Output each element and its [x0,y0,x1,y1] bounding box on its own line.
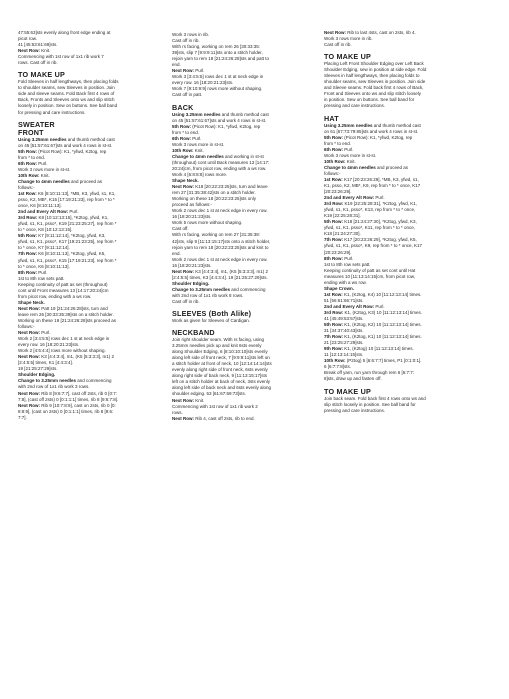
text-line: Cast off in rib. [324,42,352,48]
text-line: Cast off in rib. [172,38,200,44]
text-line: 19 [21:25:27:29]sts. [18,366,58,372]
text-line: [20:23:26:29]. [324,189,352,195]
text-line: Change to 4mm needles and working in st-st [172,153,264,159]
text-line: from * to end. [172,129,200,135]
text-line: slip stitch loosely in position. See ball band for [324,401,416,407]
text-line: 5th Row: K1, (K2tog, K2) 10 [11:12:13:14] times. [324,322,422,328]
column-middle [172,32,320,422]
text-line: (throughout) cont until Back measures 13 [14:17: [172,159,270,165]
text-line: 1st Row: K17 [20:23:26:29], *MB, K3, yfwd, s1, [324,176,419,182]
text-line: Using 3.25mm needles and thumb method cast [18,136,115,142]
text-line: on 45 [51:57:61:67]sts and work 4 rows in st-st. [18,142,113,148]
text-line: Next Row: Patt 19 [21:24:26:28]sts, turn and [18,305,108,311]
text-line: 1st to 8th row sets patt. [18,275,65,281]
sleeves-heading: SLEEVES (Both Alike) [172,309,252,319]
text-line: 2nd and Every Alt Row: Purl. [18,209,79,215]
text-line: 7:7]. [18,414,27,420]
text-line: K1, psso, K2, MB*, K9, rep from * to * once, K17 [324,182,421,188]
text-line: to * once, K7 [9:11:12:14]. [18,245,70,251]
text-line: 5th Row: (Picot Row): K1, *yfwd, K2tog, rep [324,134,413,140]
text-line: Work 2 rows dec 1 st at neck edge in every row. [172,256,268,262]
text-line: with 2nd row of 1x1 rib work 3 rows. [18,384,90,390]
text-line: follows:- [18,324,35,330]
text-line: 51 [56:61:66:71]sts. [324,297,364,303]
text-line: Working on these 19 [21:24:26:28]sts proceed as [18,317,116,323]
text-line: 21 [23:25:27:29]sts. [324,340,364,346]
text-line: Next Row: Rib 9 [10:7:8:9], cast on 2sts, rib 0 [0: [18,402,116,408]
text-line: Next Row: Knit. [172,397,205,403]
text-line: loosely in position. Sew on buttons. See ball band [18,103,118,109]
text-line: in position. Sew on buttons. See ball band for [324,97,415,103]
col1-makeup-text [18,79,166,115]
text-line: yfwd, s1, K1, psso*, K15 [17:19:21:23], rep from * [18,257,117,263]
text-line: left on a stitch holder at back of neck, 3sts evenly [172,379,271,385]
text-line: Work 3 [3:4:5:5] rows dec 1 st at neck edge in [172,74,264,80]
text-line: 16 [18:20:21:23]sts. [172,262,212,268]
text-line: 10th Row: Knit. [18,172,50,178]
text-line: Next Row: Rib 4, cast off 2sts, rib to end. [172,415,255,421]
text-line: a stitch holder at front of neck, 10 [12:14:14:14]sts [172,361,272,367]
text-line: Commencing with 1st row of 1x1 rib work 7 [18,54,104,60]
text-line: 41 [45:53:61:69]sts. [18,42,58,48]
text-line: along left side of back neck and 6sts evenly along [172,385,272,391]
text-line: 31 [34:37:40:43]sts. [324,328,364,334]
text-line: from * to end. [324,140,352,146]
text-line: 16 [18:20:21:23]sts. [172,214,212,220]
text-line: 8th Row: Purl. [18,269,48,275]
text-line: every row. 16 [18:20:21:23]sts. [18,342,80,348]
text-line: from picot row, ending with a ws row. [18,293,92,299]
text-line: Shoulder Edging. [18,372,56,378]
text-line: Change to 4mm needles and proceed as [324,164,409,170]
text-line: 3rd Row: K19 [22:25:28:31], *K2tog, yfwd, K1, [324,201,418,207]
text-line: Change to 3.25mm needles and commencing [172,286,266,292]
text-line: 1st Row: K1, (K2tog, K4) 10 [11:12:13:14] times. [324,291,422,297]
text-line: [2:4:5:5] times, K3 [4:4:3:4]. 19 [21:25:27:29]sts. [172,274,268,280]
text-line: 5th Row: (Picot Row): K1, *yfwd, K2tog, rep [172,123,261,129]
text-line: Shape Neck. [172,178,199,184]
text-line: cont until Front measures 13 [14:17:20:24]cm [18,287,109,293]
text-line: Using 3.25mm needles and thumb method cast [172,111,269,117]
text-line: to shoulder seams, sew Sleeves in position. Join [18,85,115,91]
text-line: Work 3 rows in rib. [172,32,210,37]
text-line: 2nd and Every Alt Row: Purl. [324,303,385,309]
text-line: Work 3 rows more in st-st. [172,141,225,147]
text-line: 6th Row: Purl. [172,135,202,141]
text-line: side and sleeve seams. Fold Back first 4 rows of [18,91,115,97]
text-line: yfwd, s1, K1, psso*, K17 [19:21:23:25], rep from * [18,239,117,245]
text-line: follows:- [324,170,341,176]
text-line: Work 2 [4:5:4:4] rows more without shaping. [18,348,106,354]
text-line: Front and Sleeves onto ws and slip stitch loosely [324,91,422,97]
text-line: end. [172,250,181,256]
text-line: 5th Row: K18 [21:24:27:30], *K2tog, yfwd, K3, [324,219,417,225]
text-line: to * once, K8 [10:12:13:15]. [18,227,73,233]
text-line: Next Row: Purl. [172,68,205,74]
text-line: Shoulder Edging. [172,280,210,286]
text-line: 11 [12:13:14:15]sts. [324,352,364,358]
text-line: Shape Crown. [324,285,355,291]
text-line: Fold Sleeves in half lengthways, then placing folds [18,79,119,85]
text-line: Next Row: Knit. [18,48,51,54]
text-line: pressing and care instructions. [324,103,386,109]
column-right [324,30,476,414]
text-line: 1st to 8th row sets patt. [324,261,371,267]
col1-intro [18,30,166,66]
text-line: Work 3 rows more in st-st. [324,152,377,158]
text-line: [2:4:5:5] times, K1 [4:4:3:4]. [18,360,74,366]
col3-top-text [324,30,476,48]
back-heading: BACK [172,102,194,112]
text-line: Shape Neck. [18,299,45,305]
text-line: 6 [6:7:7:8]sts. [324,364,352,370]
front-heading: FRONT [18,127,44,137]
text-line: proceed as follows:- [172,202,213,208]
text-line: Next Row: Purl. [18,330,51,336]
text-line: once, K6 [8:10:11:13]. [18,203,62,209]
text-line: Work 4 [6:8:8:8] rows more. [172,171,228,177]
text-line: rejoin yarn to rem 19 [21:24:26:28]sts and patt to [172,56,270,62]
col2-top-text [172,32,320,99]
text-line: Work 3 rows more in st-st. [18,166,71,172]
text-line: 6th Row: Purl. [18,160,48,166]
col3-hat-text [324,123,476,383]
text-line: 10th Row: Knit. [324,158,356,164]
sweater-heading: SWEATER [18,119,55,129]
text-line: along Shoulder Edging, 6 [8:10:10:10]sts evenly [172,349,268,355]
text-line: Work as given for Sleeves of Cardigan. [172,318,250,324]
text-line: rows. [172,409,183,415]
text-line: Next Row: Rib to last 4sts, cast on 2sts, rib 4. [324,30,416,35]
text-line: 7th Row: K1, (K2tog, K1) 10 [11:12:13:14] times. [324,334,422,340]
text-line: pressing and care instructions. [324,407,386,413]
text-line: 10th Row: (P2tog) 5 [6:6:7:7] times, P1 [0:1:0:1]. [324,358,422,364]
text-line: Keeping continuity of patt as set (throughout) [18,281,108,287]
text-line: with 2nd row of 1x1 rib work 8 rows. [172,292,244,298]
text-line: to * once, K6 [8:10:11:13]. [18,263,70,269]
col3-makeup-text [324,61,476,109]
text-line: 7:8], (cast off 2sts) 0 [0:1:1:1] times, rib 8 [9:6:7:8]. [18,396,119,402]
text-line: 8:8:9], (cast on 2sts) 0 [0:1:1:1] times, rib 8 [9:6: [18,408,114,414]
text-line: shoulder seams, sew Sleeves in position. Join side [324,79,426,85]
to-make-up-heading-3: TO MAKE UP [324,386,371,396]
text-line: 2nd and Every Alt Row: Purl. [324,195,385,201]
text-line: measures 10 [11:13:14:15]cm, from picot row, [324,273,415,279]
col2-neckband-text [172,337,320,422]
text-line: 3.25mm needles pick up and knit 6sts evenly [172,343,262,349]
text-line: Cast off in patt. [172,92,203,98]
text-line: Work 2 [3:4:5:5] rows dec 1 st at neck edge in [18,336,110,342]
to-make-up-heading-2: TO MAKE UP [324,52,371,62]
column-left [18,30,166,421]
text-line: 7th Row: K6 [8:10:11:13], *K2tog, yfwd, K5, [18,251,106,257]
text-line: Working on these 18 [20:22:23:25]sts only [172,196,256,202]
text-line: 5th Row: (Picot Row): K1, *yfwd, K2tog, rep [18,148,107,154]
text-line: K18 [21:24:27:30]. [324,231,361,237]
text-line: 5th Row: K7 [9:11:12:14], *K2tog, yfwd, K3, [18,233,106,239]
text-line: 39]sts, slip 7 [9:9:9:11]sts onto a stitch holder, [172,50,263,56]
text-line: picot row. [18,36,38,42]
text-line: 42]sts, slip 9 [11:13:15:17]sts onto a stitch holder, [172,238,271,244]
text-line: evenly along right side of front neck, 6sts evenly [172,367,268,373]
neckband-heading: NECKBAND [172,328,215,338]
text-line: from * to end. [18,154,46,160]
text-line: ending with a ws row. [324,279,367,285]
text-line: Next Row: K3 [4:4:3:4], m1, (K5 [5:3:3:3], m1) 2 [172,268,269,274]
text-line: and Sleeve seams. Fold back first 4 rows of Back, [324,85,424,91]
text-line: 47:55:63]sts evenly along front edge ending at [18,30,111,35]
text-line: end. [172,62,181,68]
text-line: Back, Fronts and Sleeves onto ws and slip stitch [18,97,115,103]
text-line: Sleeves in half lengthways, then placing folds to [324,73,420,79]
text-line: 8th Row: Purl. [324,255,354,261]
text-line: Change to 3.25mm needles and commencing [18,378,112,384]
text-line: 3rd Row: K1, (K2tog, K3) 10 [11:12:13:14] times. [324,309,422,315]
text-line: follows:- [18,184,35,190]
text-line: along right side of back neck, 9 [11:13:15:17]sts [172,373,267,379]
text-line: Using 3.25mm needles and thumb method cast [324,122,421,128]
text-line: [20:23:26:29]. [324,249,352,255]
text-line: Work 7 [9:10:9:9] rows more without shaping. [172,86,263,92]
text-line: yfwd, s1, K1, psso*, K13, rep from * to * once, [324,207,416,213]
text-line: 20:24]cm, from picot row, ending with a ws row. [172,165,267,171]
text-line: 1st Row: K6 [8:10:11:13], *MB, K3, yfwd, s1, K1, [18,190,116,196]
text-line: Work 5 rows more without shaping. [172,220,243,226]
text-line: 3rd Row: K8 [10:12:13:15], *K2tog, yfwd, K1, [18,215,109,221]
text-line: Work 3 rows more in rib. [324,36,373,42]
text-line: Join back seam. Fold back first 4 rows onto ws and [324,395,426,401]
text-line: yfwd, s1, K1, psso*, K9, rep from * to * once, K17 [324,243,423,249]
text-line: Next Row: K3 [4:4:3:4], m1, (K5 [5:3:3:3], m1) 2 [18,354,115,360]
text-line: Change to 4mm needles and proceed as [18,178,103,184]
hat-heading: HAT [324,113,339,123]
text-line: rem 27 [31:35:38:42]sts on a stitch holder. [172,190,256,196]
text-line: rejoin yarn to rem 18 [20:22:23:25]sts and knit to [172,244,269,250]
text-line: on 45 [51:57:61:67]sts and work 4 rows in st-st. [172,117,267,123]
text-line: every row. 16 [18:20:21:23]sts. [172,80,234,86]
text-line: Commencing with 1st row of 1x1 rib work 2 [172,403,258,409]
text-line: Break off yarn, run yarn through rem 6 [6:7:7: [324,370,414,376]
text-line: Cast off in rib. [172,298,200,304]
text-line: Join right shoulder seam. With rs facing, using [172,337,265,343]
text-line: shoulder edging. 53 [61:67:69:73]sts. [172,391,247,397]
text-line: Work 2 rows dec 1 st at neck edge in every row. [172,208,268,214]
text-line: leave rem 26 [30:33:35:39]sts on a stitch holder. [18,311,114,317]
text-line: 9th Row: K1, (K2tog) 10 [11:12:13:14] times. [324,346,414,352]
text-line: for pressing and care instructions. [18,109,86,115]
text-line: Placing Left Front Shoulder Edging over Left Back [324,61,424,67]
text-line: yfwd, s1, K1, psso*, K11, rep from * to * once, [324,225,415,231]
text-line: With rs facing, working on rem 27 [31:35:38: [172,232,261,238]
text-line: Keeping continuity of patt as set cont until Hat [324,267,416,273]
text-line: K19 [22:25:28:31]. [324,213,361,219]
text-line: Shoulder Edging, sew in position at side edge. Fold [324,67,427,73]
text-line: 7th Row: K17 [20:23:26:29], *K2tog, yfwd, K5, [324,237,417,243]
text-line: on 61 [67:73:79:85]sts and work 4 rows in st-st. [324,128,419,134]
text-line: 10th Row: Knit. [172,147,204,153]
text-line: Next Row: K18 [20:22:23:25]sts, turn and leave [172,184,268,190]
text-line: Next Row: Rib 8 [9:6:7:7], cast off 2sts, rib 0 [0:7: [18,390,117,396]
text-line: 41 [45:49:53:57]sts. [324,316,364,322]
text-line: yfwd, s1, K1, psso*, K19 [21:23:25:27], rep from * [18,221,117,227]
text-line: 6th Row: Purl. [324,146,354,152]
to-make-up-heading: TO MAKE UP [18,70,65,80]
text-line: along left side of front neck, 7 [9:9:9:11]sts left on [172,355,270,361]
text-line: rows. Cast off in rib. [18,60,58,66]
text-line: psso, K2, MB*, K15 [17:19:21:23], rep from * to * [18,197,115,203]
text-line: With rs facing, working on rem 26 [30:33:35: [172,44,261,50]
col1-front-text [18,137,166,421]
text-line: 8]sts, draw up and fasten off. [324,376,382,382]
text-line: Cast off. [172,226,189,232]
col2-back-text [172,112,320,306]
col3-makeup2-text [324,396,476,414]
